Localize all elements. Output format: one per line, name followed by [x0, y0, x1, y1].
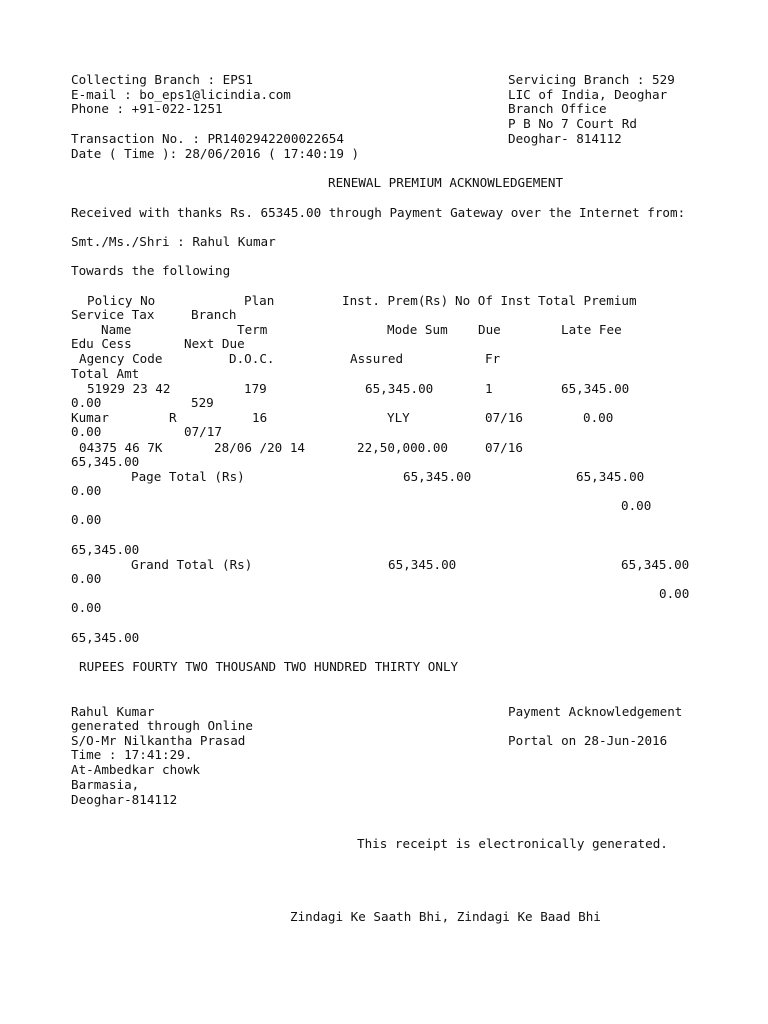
page-total-late-fee: 0.00	[621, 498, 652, 513]
payer-name: Smt./Ms./Shri : Rahul Kumar	[71, 234, 276, 249]
col-edu-cess: Edu Cess	[71, 336, 132, 351]
cell-next-due: 07/17	[184, 424, 222, 439]
cell-sum-assured: 22,50,000.00	[357, 440, 448, 455]
col-doc: D.O.C.	[229, 351, 275, 366]
page-total-total-amt: 65,345.00	[71, 542, 140, 557]
address-name: Rahul Kumar	[71, 704, 155, 719]
date-time: Date ( Time ): 28/06/2016 ( 17:40:19 )	[71, 146, 360, 161]
document-title: RENEWAL PREMIUM ACKNOWLEDGEMENT	[328, 175, 564, 190]
cell-doc: 28/06 /20 14	[214, 440, 305, 455]
cell-name-initial: R	[169, 410, 177, 425]
col-fr: Fr	[485, 351, 501, 366]
cell-service-tax: 0.00	[71, 395, 102, 410]
email: E-mail : bo_eps1@licindia.com	[71, 87, 291, 102]
cell-late-fee: 0.00	[583, 410, 614, 425]
col-plan: Plan	[244, 293, 275, 308]
phone: Phone : +91-022-1251	[71, 101, 223, 116]
col-policy-no: Policy No	[87, 293, 156, 308]
col-total-premium: Total Premium	[538, 293, 637, 308]
generated-time: Time : 17:41:29.	[71, 747, 193, 762]
grand-total-late-fee: 0.00	[659, 586, 690, 601]
cell-due: 07/16	[485, 410, 523, 425]
address-line1: At-Ambedkar chowk	[71, 762, 200, 777]
grand-total-inst-prem: 65,345.00	[388, 557, 457, 572]
col-due: Due	[478, 322, 501, 337]
transaction-no: Transaction No. : PR1402942200022654	[71, 131, 344, 146]
col-assured: Assured	[350, 351, 404, 366]
cell-branch: 529	[191, 395, 214, 410]
col-inst-prem: Inst. Prem(Rs)	[342, 293, 449, 308]
amount-in-words: RUPEES FOURTY TWO THOUSAND TWO HUNDRED THIRTY ONLY	[79, 659, 459, 674]
page-total-total-premium: 65,345.00	[576, 469, 645, 484]
cell-policy-no: 51929 23 42	[87, 381, 171, 396]
cell-agency-code: 04375 46 7K	[79, 440, 163, 455]
portal-date: Portal on 28-Jun-2016	[508, 733, 668, 748]
col-mode-sum: Mode Sum	[387, 322, 448, 337]
address-line3: Deoghar-814112	[71, 792, 178, 807]
electronic-note: This receipt is electronically generated.	[357, 836, 668, 851]
servicing-city: Deoghar- 814112	[508, 131, 622, 146]
cell-total-premium: 65,345.00	[561, 381, 630, 396]
col-name: Name	[101, 322, 132, 337]
cell-mode: YLY	[387, 410, 410, 425]
col-no-of-inst: No Of Inst	[455, 293, 531, 308]
servicing-name: LIC of India, Deoghar	[508, 87, 668, 102]
collecting-branch: Collecting Branch : EPS1	[71, 72, 253, 87]
grand-total-total-amt: 65,345.00	[71, 630, 140, 645]
page-total-label: Page Total (Rs)	[131, 469, 245, 484]
servicing-address: P B No 7 Court Rd	[508, 116, 637, 131]
received-text: Received with thanks Rs. 65345.00 through Payment Gateway over the Internet from:	[71, 205, 686, 220]
page-total-service-tax: 0.00	[71, 483, 102, 498]
cell-fr: 07/16	[485, 440, 523, 455]
servicing-office: Branch Office	[508, 101, 607, 116]
grand-total-service-tax: 0.00	[71, 571, 102, 586]
generated-through: generated through Online	[71, 718, 253, 733]
address-line2: Barmasia,	[71, 777, 140, 792]
cell-term: 16	[252, 410, 268, 425]
cell-inst-prem: 65,345.00	[365, 381, 434, 396]
payment-acknowledgement: Payment Acknowledgement	[508, 704, 683, 719]
col-total-amt: Total Amt	[71, 366, 140, 381]
col-late-fee: Late Fee	[561, 322, 622, 337]
page-total-inst-prem: 65,345.00	[403, 469, 472, 484]
page-total-edu-cess: 0.00	[71, 512, 102, 527]
tagline: Zindagi Ke Saath Bhi, Zindagi Ke Baad Bhi	[290, 909, 601, 924]
cell-total-amt: 65,345.00	[71, 454, 140, 469]
col-next-due: Next Due	[184, 336, 245, 351]
grand-total-edu-cess: 0.00	[71, 600, 102, 615]
grand-total-total-premium: 65,345.00	[621, 557, 690, 572]
cell-name: Kumar	[71, 410, 109, 425]
col-agency-code: Agency Code	[79, 351, 163, 366]
address-relation: S/O-Mr Nilkantha Prasad	[71, 733, 246, 748]
col-service-tax: Service Tax	[71, 307, 155, 322]
cell-no-of-inst: 1	[485, 381, 493, 396]
col-term: Term	[237, 322, 268, 337]
col-branch: Branch	[191, 307, 237, 322]
towards-text: Towards the following	[71, 263, 231, 278]
grand-total-label: Grand Total (Rs)	[131, 557, 253, 572]
cell-edu-cess: 0.00	[71, 424, 102, 439]
servicing-branch: Servicing Branch : 529	[508, 72, 675, 87]
cell-plan: 179	[244, 381, 267, 396]
